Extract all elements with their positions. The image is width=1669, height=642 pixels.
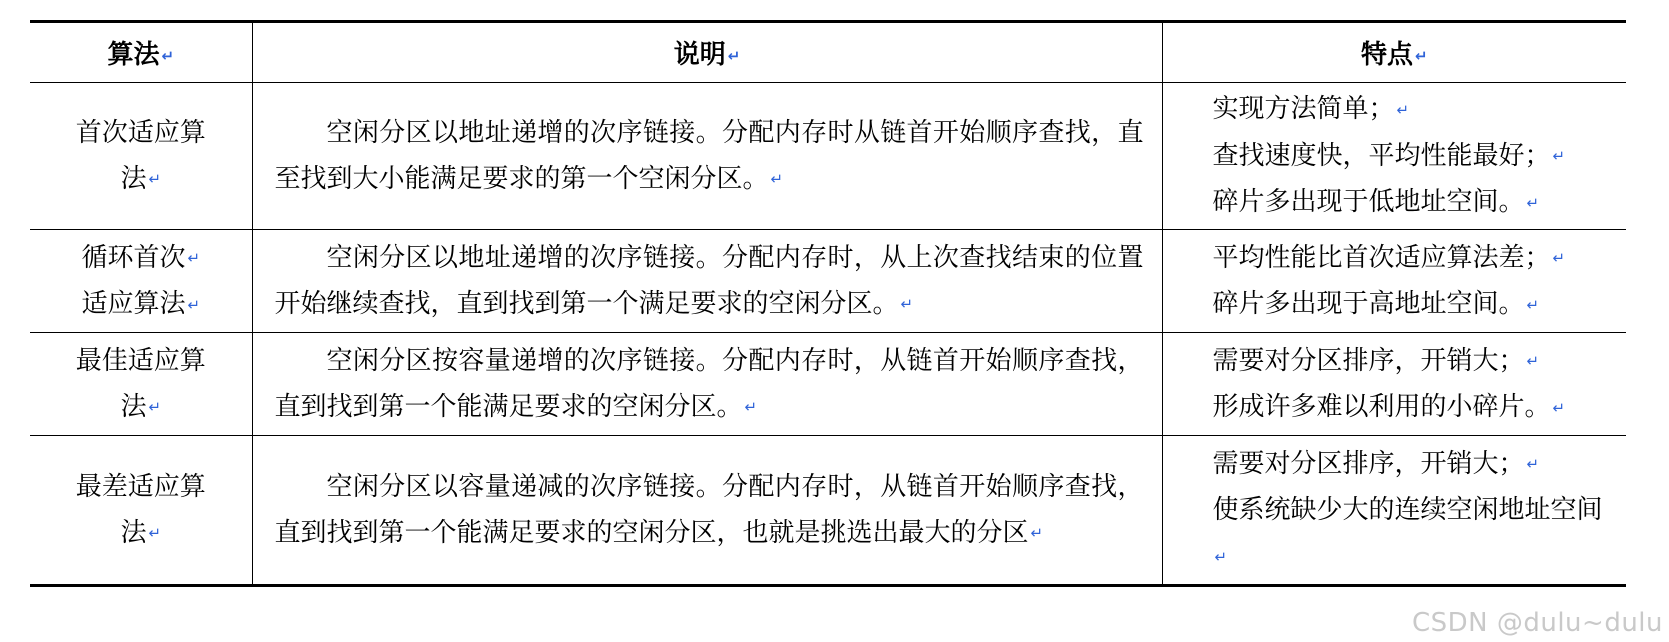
header-features: 特点 ↵ (1162, 22, 1626, 83)
algorithm-name-cell: 最差适应算 法 ↵ (30, 436, 252, 586)
header-description: 说明 ↵ (252, 22, 1162, 83)
table-row (30, 436, 1626, 586)
csdn-watermark: CSDN @dulu~dulu (1411, 608, 1663, 638)
header-algorithm: 算法 ↵ (30, 22, 252, 83)
header-row (30, 22, 1626, 83)
comparison-table (30, 20, 1626, 587)
description-cell: 空闲分区按容量递增的次序链接。分配内存时，从链首开始顺序查找，直到找到第一个能满足要求的空闲分区。 ↵ (252, 333, 1162, 436)
description-cell: 空闲分区以容量递减的次序链接。分配内存时，从链首开始顺序查找，直到找到第一个能满足要求的空闲分区，也就是挑选出最大的分区 ↵ (252, 436, 1162, 586)
table-row (30, 333, 1626, 436)
features-cell: 平均性能比首次适应算法差； ↵ 碎片多出现于高地址空间。 ↵ (1162, 230, 1626, 333)
algorithm-name-cell: 循环首次 ↵ 适应算法 ↵ (30, 230, 252, 333)
memory-allocation-algorithms-table (30, 20, 1626, 587)
description-cell: 空闲分区以地址递增的次序链接。分配内存时从链首开始顺序查找，直至找到大小能满足要求的第一个空闲分区。 ↵ (252, 83, 1162, 230)
table-row (30, 230, 1626, 333)
table-row (30, 83, 1626, 230)
description-cell: 空闲分区以地址递增的次序链接。分配内存时，从上次查找结束的位置开始继续查找，直到找到第一个满足要求的空闲分区。 ↵ (252, 230, 1162, 333)
features-cell: 需要对分区排序，开销大； ↵ 形成许多难以利用的小碎片。 ↵ (1162, 333, 1626, 436)
features-cell: 需要对分区排序，开销大； ↵ 使系统缺少大的连续空闲地址空间↵ (1162, 436, 1626, 586)
algorithm-name-cell: 首次适应算 法 ↵ (30, 83, 252, 230)
algorithm-name-cell: 最佳适应算 法 ↵ (30, 333, 252, 436)
features-cell: 实现方法简单； ↵ 查找速度快，平均性能最好； ↵ 碎片多出现于低地址空间。 ↵ (1162, 83, 1626, 230)
